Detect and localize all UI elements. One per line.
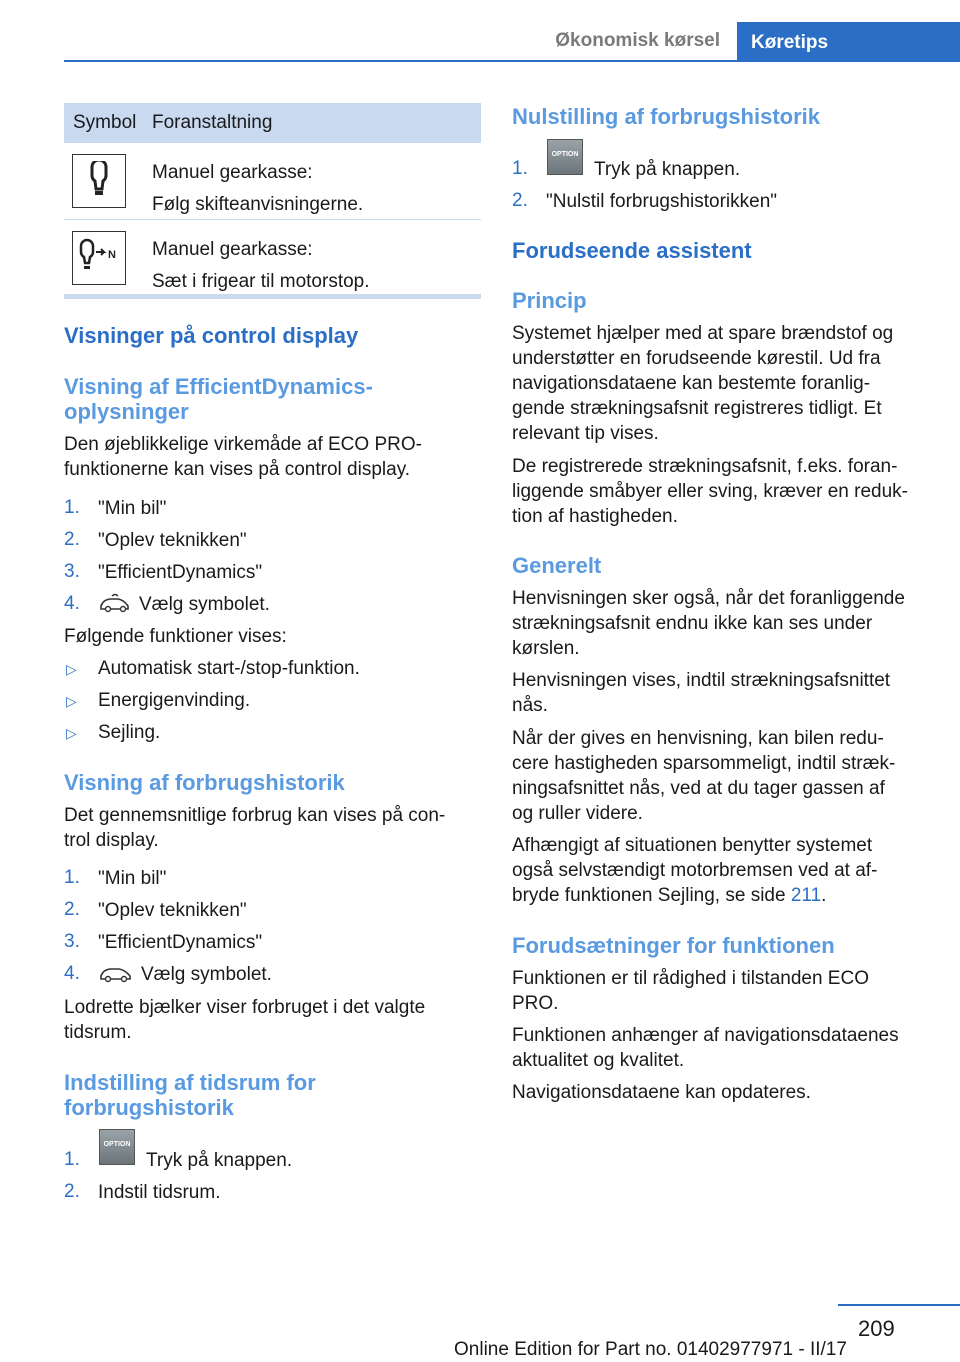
step-text: Vælg symbolet.: [139, 594, 270, 615]
bullet-text: Energigenvinding.: [98, 690, 251, 711]
symbol-cell: [64, 143, 152, 219]
option-button-icon: [99, 1129, 135, 1165]
step-text: Vælg symbolet.: [141, 964, 272, 985]
bullet-triangle-icon: ▷: [66, 725, 77, 741]
paragraph-line: gende strækningsafsnit registreres tidligt. Et: [512, 398, 882, 419]
paragraph-line: liggende småbyer eller sving, kræver en reduk-: [512, 481, 909, 502]
step-number: 3.: [64, 561, 80, 582]
paragraph-line: funktionerne kan vises på control display.: [64, 459, 411, 480]
heading-efficient-line1: Visning af EfficientDynamics-: [64, 374, 373, 399]
step-number: 2.: [64, 529, 80, 550]
action-line: Manuel gearkasse:: [152, 162, 313, 183]
shift-neutral-icon: [72, 231, 126, 285]
svg-text:N: N: [108, 249, 116, 261]
paragraph-line: også selvstændigt motorbremsen ved at af-: [512, 860, 878, 881]
page-reference-link[interactable]: 211: [790, 885, 822, 906]
step-text: "Oplev teknikken": [98, 900, 247, 921]
paragraph-line: Det gennemsnitlige forbrug kan vises på con-: [64, 805, 446, 826]
step-number: 1.: [64, 867, 80, 888]
table-end-rule: [64, 294, 481, 299]
step-text: "Oplev teknikken": [98, 530, 247, 551]
table-row: [64, 143, 481, 220]
step-text: Tryk på knappen.: [146, 1150, 293, 1171]
heading-setting-line1: Indstilling af tidsrum for: [64, 1070, 316, 1095]
column-header-action: Foranstaltning: [152, 112, 273, 133]
step-number: 4.: [64, 593, 80, 614]
header-tab[interactable]: Køretips: [737, 22, 960, 62]
action-line: Sæt i frigear til motorstop.: [152, 271, 370, 292]
heading-assistant: Forudseende assistent: [512, 238, 752, 263]
footer-rule: [838, 1304, 960, 1306]
step-number: 3.: [64, 931, 80, 952]
paragraph-line: Navigationsdataene kan opdateres.: [512, 1082, 811, 1103]
paragraph-line: Henvisningen vises, indtil strækningsafsnittet: [512, 670, 891, 691]
option-button-icon: [547, 139, 583, 175]
paragraph-text: .: [821, 885, 827, 906]
page-number: 209: [858, 1316, 895, 1341]
heading-efficient-line2: oplysninger: [64, 399, 189, 424]
option-button-label: OPTION: [547, 139, 583, 175]
paragraph-line: relevant tip vises.: [512, 423, 659, 444]
header-section-title: Økonomisk kørsel: [555, 30, 720, 51]
paragraph-line: strækningsafsnit endnu ikke kan ses under: [512, 613, 873, 634]
step-number: 1.: [512, 158, 528, 179]
step-text: "EfficientDynamics": [98, 932, 263, 953]
heading-general: Generelt: [512, 553, 602, 578]
paragraph-line: Den øjeblikkelige virkemåde af ECO PRO-: [64, 434, 422, 455]
step-text: "EfficientDynamics": [98, 562, 263, 583]
step-text: Indstil tidsrum.: [98, 1182, 221, 1203]
step-number: 2.: [64, 899, 80, 920]
heading-control-display: Visninger på control display: [64, 323, 359, 348]
paragraph-line: kørslen.: [512, 638, 580, 659]
paragraph-line: ningsafsnittet nås, ved at du tager gassen af: [512, 778, 885, 799]
action-line: Følg skifteanvisningerne.: [152, 194, 364, 215]
step-number: 2.: [512, 190, 528, 211]
paragraph-line: aktualitet og kvalitet.: [512, 1050, 685, 1071]
footer-edition: Online Edition for Part no. 01402977971 - II/17: [454, 1339, 847, 1360]
paragraph-line: understøtter en forudseende kørestil. Ud fra: [512, 348, 881, 369]
paragraph-line: Funktionen er til rådighed i tilstanden ECO: [512, 968, 869, 989]
history-car-icon: [98, 962, 134, 989]
step-number: 1.: [64, 497, 80, 518]
column-header-symbol: Symbol: [73, 112, 137, 133]
paragraph-line: nås.: [512, 695, 548, 716]
action-cell: [152, 143, 363, 219]
paragraph-line: [512, 883, 826, 908]
paragraph-line: Funktionen anhænger af navigationsdataenes: [512, 1025, 899, 1046]
symbol-table: [64, 103, 481, 297]
bullet-text: Sejling.: [98, 722, 161, 743]
paragraph-line: De registrerede strækningsafsnit, f.eks. foran-: [512, 456, 898, 477]
manual-shift-icon: [72, 154, 126, 208]
bullet-triangle-icon: ▷: [66, 661, 77, 677]
paragraph-line: Følgende funktioner vises:: [64, 626, 287, 647]
bullet-text: Automatisk start-/stop-funktion.: [98, 658, 360, 679]
paragraph-line: PRO.: [512, 993, 559, 1014]
paragraph-line: navigationsdataene kan bestemte foranlig-: [512, 373, 871, 394]
heading-setting-line2: forbrugshistorik: [64, 1095, 234, 1120]
paragraph-line: Systemet hjælper med at spare brændstof og: [512, 323, 894, 344]
step-text: "Min bil": [98, 868, 167, 889]
step-text: "Nulstil forbrugshistorikken": [546, 191, 778, 212]
paragraph-line: og ruller videre.: [512, 803, 643, 824]
paragraph-line: Henvisningen sker også, når det foranliggende: [512, 588, 905, 609]
option-button-label: OPTION: [99, 1129, 135, 1165]
heading-history: Visning af forbrugshistorik: [64, 770, 345, 795]
action-cell: [152, 220, 370, 296]
paragraph-text: bryde funktionen Sejling, se side: [512, 885, 791, 906]
paragraph-line: tion af hastigheden.: [512, 506, 678, 527]
step-text: "Min bil": [98, 498, 167, 519]
heading-principle: Princip: [512, 288, 587, 313]
table-header: [64, 103, 481, 143]
paragraph-line: Afhængigt af situationen benytter systemet: [512, 835, 873, 856]
step-number: 4.: [64, 963, 80, 984]
heading-prerequisites: Forudsætninger for funktionen: [512, 933, 835, 958]
header-rule: [64, 60, 960, 62]
paragraph-line: cere hastigheden sparsommeligt, indtil stræk-: [512, 753, 896, 774]
paragraph-line: Lodrette bjælker viser forbruget i det valgte: [64, 997, 426, 1018]
table-row: [64, 220, 481, 297]
efficient-car-icon: [98, 592, 132, 619]
step-text: Tryk på knappen.: [594, 159, 741, 180]
bullet-triangle-icon: ▷: [66, 693, 77, 709]
paragraph-line: tidsrum.: [64, 1022, 132, 1043]
action-line: Manuel gearkasse:: [152, 239, 313, 260]
heading-reset: Nulstilling af forbrugshistorik: [512, 104, 821, 129]
symbol-cell: [64, 220, 152, 296]
paragraph-line: Når der gives en henvisning, kan bilen redu-: [512, 728, 884, 749]
paragraph-line: trol display.: [64, 830, 159, 851]
step-number: 2.: [64, 1181, 80, 1202]
step-number: 1.: [64, 1149, 80, 1170]
